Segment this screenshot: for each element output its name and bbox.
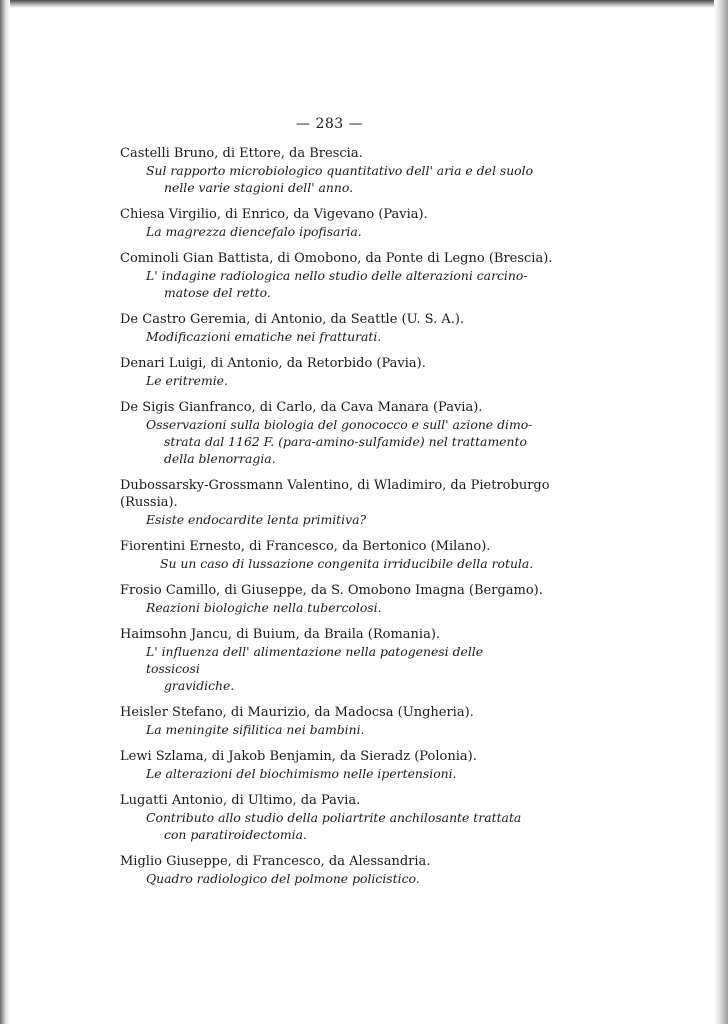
list-item <box>120 792 540 843</box>
list-item <box>120 311 540 345</box>
entry-title: Le eritremie. <box>146 373 228 388</box>
scan-right-edge <box>714 0 728 1024</box>
entry-title: Quadro radiologico del polmone policistico. <box>146 871 420 886</box>
entry-title: La meningite sifilitica nei bambini. <box>146 722 365 737</box>
list-item <box>120 538 540 572</box>
list-item <box>120 355 540 389</box>
scan-top-edge <box>0 0 728 8</box>
list-item <box>120 582 543 616</box>
entry-title: Le alterazioni del biochimismo nelle ipertensioni. <box>146 766 457 781</box>
entry-title: Esiste endocardite lenta primitiva? <box>146 512 367 527</box>
entry-author: Denari Luigi, di Antonio, da Retorbido (Pavia). <box>120 356 426 371</box>
entry-author: Miglio Giuseppe, di Francesco, da Alessandria. <box>120 854 431 869</box>
entry-author: Haimsohn Jancu, di Buium, da Braila (Romania). <box>120 627 441 642</box>
entry-title: Su un caso di lussazione congenita irriducibile della rotula. <box>160 556 534 571</box>
list-item <box>120 853 540 887</box>
scan-left-edge <box>0 0 10 1024</box>
list-item <box>120 626 540 694</box>
entry-title: L' indagine radiologica nello studio delle alterazioni carcino- matose del retto. <box>146 268 528 300</box>
list-item <box>120 206 540 240</box>
entry-author: Cominoli Gian Battista, di Omobono, da Ponte di Legno (Brescia). <box>120 251 553 266</box>
entry-author: De Castro Geremia, di Antonio, da Seattle (U. S. A.). <box>120 312 465 327</box>
thesis-list <box>120 145 553 897</box>
entry-author: Castelli Bruno, di Ettore, da Brescia. <box>120 146 363 161</box>
entry-title: Reazioni biologiche nella tubercolosi. <box>146 600 382 615</box>
entry-author: Fiorentini Ernesto, di Francesco, da Bertonico (Milano). <box>120 539 491 554</box>
entry-author: Frosio Camillo, di Giuseppe, da S. Omobono Imagna (Bergamo). <box>120 583 543 598</box>
entry-title: L' influenza dell' alimentazione nella patogenesi delle tossicosi gravidiche. <box>146 644 484 693</box>
entry-author: Heisler Stefano, di Maurizio, da Madocsa (Ungheria). <box>120 705 474 720</box>
entry-author-cont: (Russia). <box>120 495 178 510</box>
entry-author: Dubossarsky-Grossmann Valentino, di Wladimiro, da Pietroburgo <box>120 478 550 493</box>
entry-title: Contributo allo studio della poliartrite anchilosante trattata con paratiroidectomia. <box>146 810 522 842</box>
entry-title: Osservazioni sulla biologia del gonococco e sull' azione dimo- strata dal 1162 F. (para-amino-sulfamide) nel trattamento della blenorragia. <box>146 417 533 466</box>
entry-author: Lugatti Antonio, di Ultimo, da Pavia. <box>120 793 361 808</box>
entry-title: Sul rapporto microbiologico quantitativo dell' aria e del suolo nelle varie stagioni dell' anno. <box>146 163 534 195</box>
entry-author: Chiesa Virgilio, di Enrico, da Vigevano (Pavia). <box>120 207 428 222</box>
entry-author: De Sigis Gianfranco, di Carlo, da Cava Manara (Pavia). <box>120 400 483 415</box>
list-item <box>120 477 550 528</box>
entry-title: La magrezza diencefalo ipofisaria. <box>146 224 362 239</box>
list-item <box>120 748 540 782</box>
entry-author: Lewi Szlama, di Jakob Benjamin, da Sieradz (Polonia). <box>120 749 477 764</box>
list-item <box>120 399 540 467</box>
list-item <box>120 145 540 196</box>
page-number: — 283 — <box>296 116 364 132</box>
entry-title: Modificazioni ematiche nei fratturati. <box>146 329 382 344</box>
list-item <box>120 250 553 301</box>
list-item <box>120 704 540 738</box>
